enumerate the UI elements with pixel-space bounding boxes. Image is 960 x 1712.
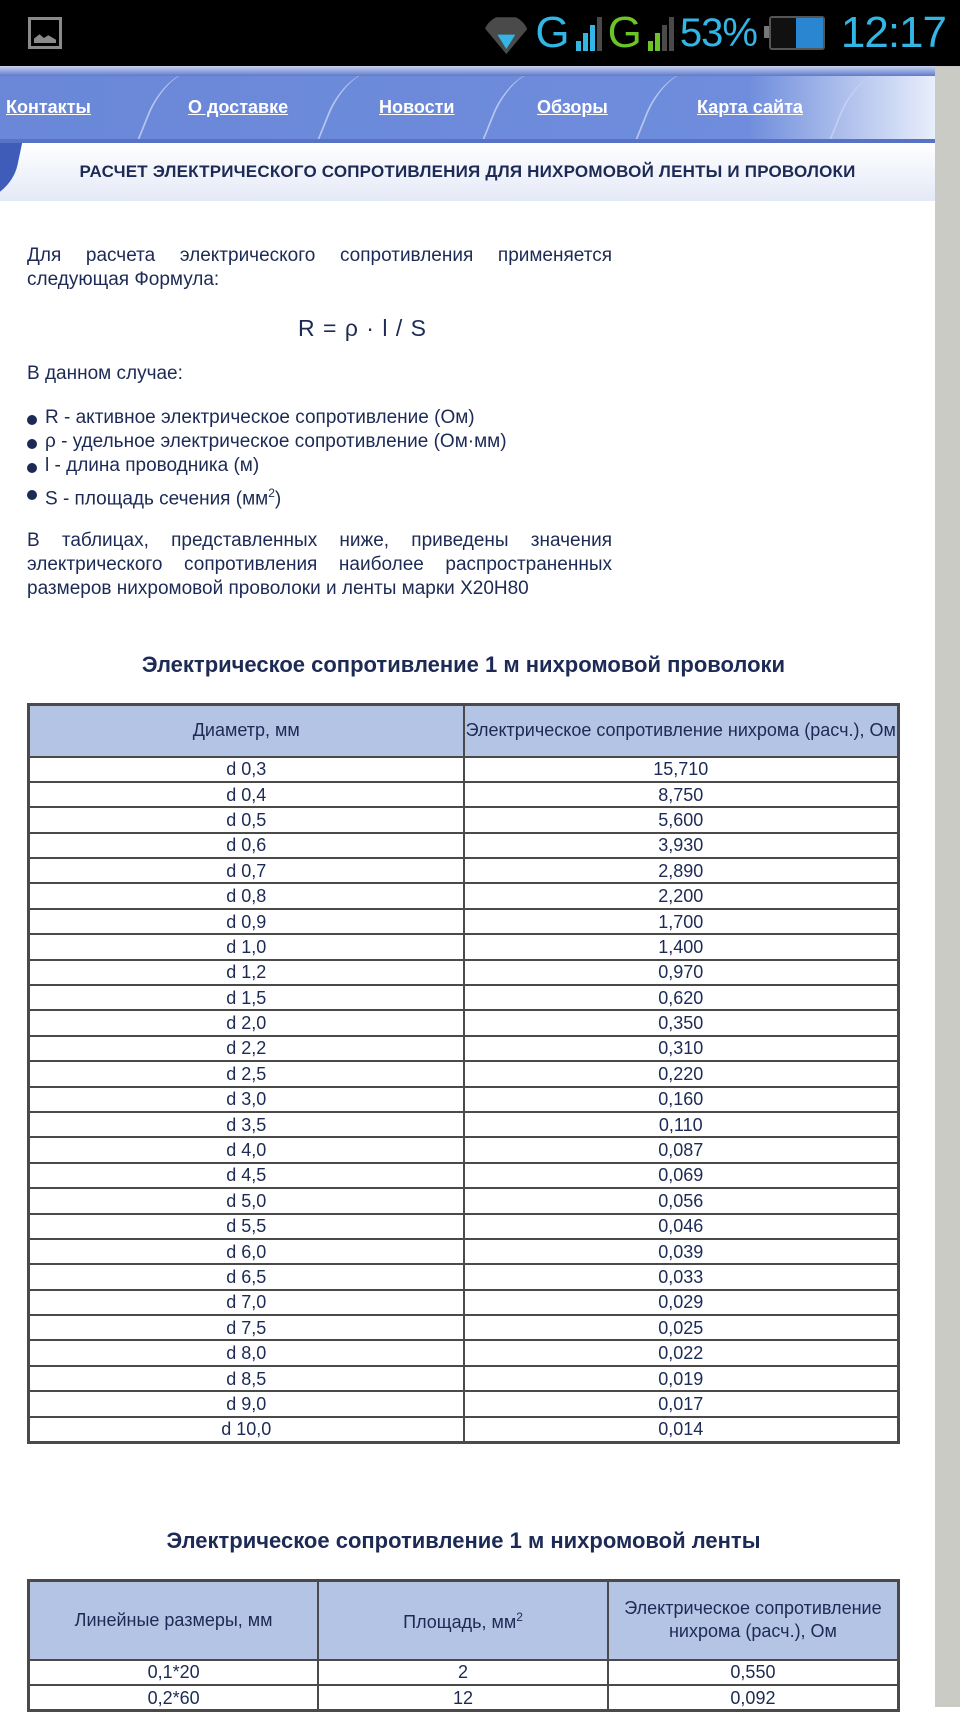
table-cell: 1,700 <box>464 909 899 934</box>
table-row <box>29 757 899 782</box>
table-cell: 0,220 <box>464 1061 899 1086</box>
definition-text: l - длина проводника (м) <box>45 455 260 476</box>
nav-separator <box>315 76 388 143</box>
table-row <box>29 1417 899 1443</box>
ribbon-table-title: Электрическое сопротивление 1 м нихромовой ленты <box>166 1528 761 1553</box>
table-cell: 0,970 <box>464 960 899 985</box>
table-cell: d 3,0 <box>29 1087 464 1112</box>
table-row <box>29 1112 899 1137</box>
superscript: 2 <box>516 1610 523 1625</box>
table-cell: 0,029 <box>464 1290 899 1315</box>
table-cell: 0,046 <box>464 1214 899 1239</box>
table-cell: 0,550 <box>608 1660 899 1685</box>
table-cell: 0,017 <box>464 1391 899 1416</box>
table-row <box>29 1340 899 1365</box>
table-row <box>29 1214 899 1239</box>
table-row <box>29 1163 899 1188</box>
table-cell: 0,087 <box>464 1137 899 1162</box>
nav-link-contacts[interactable]: Контакты <box>6 97 91 117</box>
table-row <box>29 1137 899 1162</box>
network-type-1: G <box>535 8 570 57</box>
battery-icon <box>769 16 825 50</box>
page-header <box>0 143 935 201</box>
column-header-area <box>318 1581 608 1660</box>
table-row <box>29 960 899 985</box>
nav-separator <box>633 76 706 143</box>
battery-percent: 53% <box>679 10 757 55</box>
table-cell: 5,600 <box>464 807 899 832</box>
table-cell: d 9,0 <box>29 1391 464 1416</box>
column-header-dimensions: Линейные размеры, мм <box>29 1581 319 1660</box>
table-cell: d 1,0 <box>29 934 464 959</box>
tables-note: В таблицах, представленных ниже, приведены значения электрического сопротивления наиболее распространенных размеров нихромовой проволоки и ленты марки Х20Н80 <box>27 530 612 600</box>
table-cell: d 2,0 <box>29 1010 464 1035</box>
table-row <box>29 807 899 832</box>
nav-item-news[interactable] <box>379 76 454 139</box>
list-item <box>27 406 612 430</box>
area-header-text: Площадь, мм <box>403 1612 517 1633</box>
table-cell: d 6,5 <box>29 1264 464 1289</box>
intro-paragraph: Для расчета электрического сопротивления применяется следующая Формула: <box>27 245 612 290</box>
table-cell: d 2,5 <box>29 1061 464 1086</box>
scrollbar[interactable] <box>935 66 960 1707</box>
table-row <box>29 858 899 883</box>
signal-icon-2 <box>648 15 674 51</box>
clock: 12:17 <box>840 8 946 57</box>
table-cell: d 7,0 <box>29 1290 464 1315</box>
nav-link-reviews[interactable]: Обзоры <box>537 97 608 117</box>
table-cell: 0,350 <box>464 1010 899 1035</box>
superscript: 2 <box>268 486 275 500</box>
table-row <box>29 1010 899 1035</box>
table-cell: 0,014 <box>464 1417 899 1443</box>
table-row <box>29 1391 899 1416</box>
header-accent <box>0 143 22 201</box>
page-title: РАСЧЕТ ЭЛЕКТРИЧЕСКОГО СОПРОТИВЛЕНИЯ ДЛЯ НИХРОМОВОЙ ЛЕНТЫ И ПРОВОЛОКИ <box>79 162 856 181</box>
table-cell: 0,1*20 <box>29 1660 319 1685</box>
table-row <box>29 1315 899 1340</box>
table-cell: 0,092 <box>608 1685 899 1711</box>
nav-top-border <box>0 66 935 76</box>
definition-text: ρ - удельное электрическое сопротивление (Ом·мм) <box>45 431 507 452</box>
ribbon-resistance-table <box>27 1579 900 1712</box>
signal-icon-1 <box>576 15 602 51</box>
table-cell: d 6,0 <box>29 1239 464 1264</box>
nav-link-sitemap[interactable]: Карта сайта <box>697 97 803 117</box>
table-cell: d 8,0 <box>29 1340 464 1365</box>
table-cell: d 5,5 <box>29 1214 464 1239</box>
table-cell: 2 <box>318 1660 608 1685</box>
table-cell: 0,039 <box>464 1239 899 1264</box>
table-cell: d 0,5 <box>29 807 464 832</box>
table-row <box>29 1660 899 1685</box>
table-cell: 0,069 <box>464 1163 899 1188</box>
table-cell: 0,620 <box>464 985 899 1010</box>
table-row <box>29 1366 899 1391</box>
table-row <box>29 1188 899 1213</box>
table-row <box>29 1264 899 1289</box>
table-row <box>29 833 899 858</box>
table-cell: 15,710 <box>464 757 899 782</box>
network-type-2: G <box>607 8 642 57</box>
wire-table-title: Электрическое сопротивление 1 м нихромовой проволоки <box>141 652 786 677</box>
table-row <box>29 909 899 934</box>
list-item <box>27 454 612 478</box>
nav-link-delivery[interactable]: О доставке <box>188 97 289 117</box>
definition-text: R - активное электрическое сопротивление (Ом) <box>45 407 475 428</box>
table-cell: 0,310 <box>464 1036 899 1061</box>
column-header-resistance: Электрическое сопротивление нихрома (расч.), Ом <box>464 705 899 757</box>
top-nav <box>0 76 935 143</box>
table-cell: d 7,5 <box>29 1315 464 1340</box>
definition-tail: ) <box>274 488 282 510</box>
table-row <box>29 782 899 807</box>
table-cell: d 0,4 <box>29 782 464 807</box>
table-cell: 0,056 <box>464 1188 899 1213</box>
table-cell: 0,022 <box>464 1340 899 1365</box>
table-cell: 1,400 <box>464 934 899 959</box>
definition-text: S - площадь сечения (мм <box>45 488 269 510</box>
definitions-list <box>27 406 612 511</box>
list-item <box>27 430 612 454</box>
table-cell: 2,890 <box>464 858 899 883</box>
table-cell: 8,750 <box>464 782 899 807</box>
table-cell: d 4,0 <box>29 1137 464 1162</box>
table-row <box>29 1036 899 1061</box>
table-row <box>29 1290 899 1315</box>
wifi-icon <box>483 13 529 53</box>
wire-resistance-table <box>27 703 900 1444</box>
nav-link-news[interactable]: Новости <box>379 97 455 117</box>
table-row <box>29 985 899 1010</box>
table-cell: d 2,2 <box>29 1036 464 1061</box>
nav-item-delivery[interactable] <box>188 76 288 139</box>
table-cell: d 8,5 <box>29 1366 464 1391</box>
table-cell: 0,033 <box>464 1264 899 1289</box>
nav-item-contacts[interactable] <box>6 76 91 139</box>
column-header-diameter: Диаметр, мм <box>29 705 464 757</box>
list-item <box>27 481 612 511</box>
table-row <box>29 883 899 908</box>
table-cell: d 0,9 <box>29 909 464 934</box>
table-cell: 12 <box>318 1685 608 1711</box>
table-cell: d 3,5 <box>29 1112 464 1137</box>
table-cell: d 10,0 <box>29 1417 464 1443</box>
table-cell: 0,110 <box>464 1112 899 1137</box>
column-header-resistance: Электрическое сопротивление нихрома (расч.), Ом <box>608 1581 899 1660</box>
table-cell: d 4,5 <box>29 1163 464 1188</box>
table-cell: d 5,0 <box>29 1188 464 1213</box>
nav-item-sitemap[interactable] <box>697 76 803 139</box>
table-cell: d 0,3 <box>29 757 464 782</box>
table-cell: 0,160 <box>464 1087 899 1112</box>
table-cell: 0,019 <box>464 1366 899 1391</box>
table-cell: d 1,5 <box>29 985 464 1010</box>
table-cell: 2,200 <box>464 883 899 908</box>
table-row <box>29 934 899 959</box>
table-cell: 3,930 <box>464 833 899 858</box>
nav-separator <box>827 76 900 143</box>
nav-item-reviews[interactable] <box>537 76 608 139</box>
table-cell: 0,025 <box>464 1315 899 1340</box>
table-cell: 0,2*60 <box>29 1685 319 1711</box>
status-bar <box>0 0 960 66</box>
table-row <box>29 1061 899 1086</box>
table-cell: d 0,6 <box>29 833 464 858</box>
article-body <box>27 244 612 601</box>
table-cell: d 0,8 <box>29 883 464 908</box>
image-notification-icon <box>28 17 62 49</box>
formula: R = ρ · l / S <box>298 315 427 341</box>
table-row <box>29 1087 899 1112</box>
table-row <box>29 1239 899 1264</box>
table-cell: d 0,7 <box>29 858 464 883</box>
case-label: В данном случае: <box>27 363 183 384</box>
table-cell: d 1,2 <box>29 960 464 985</box>
